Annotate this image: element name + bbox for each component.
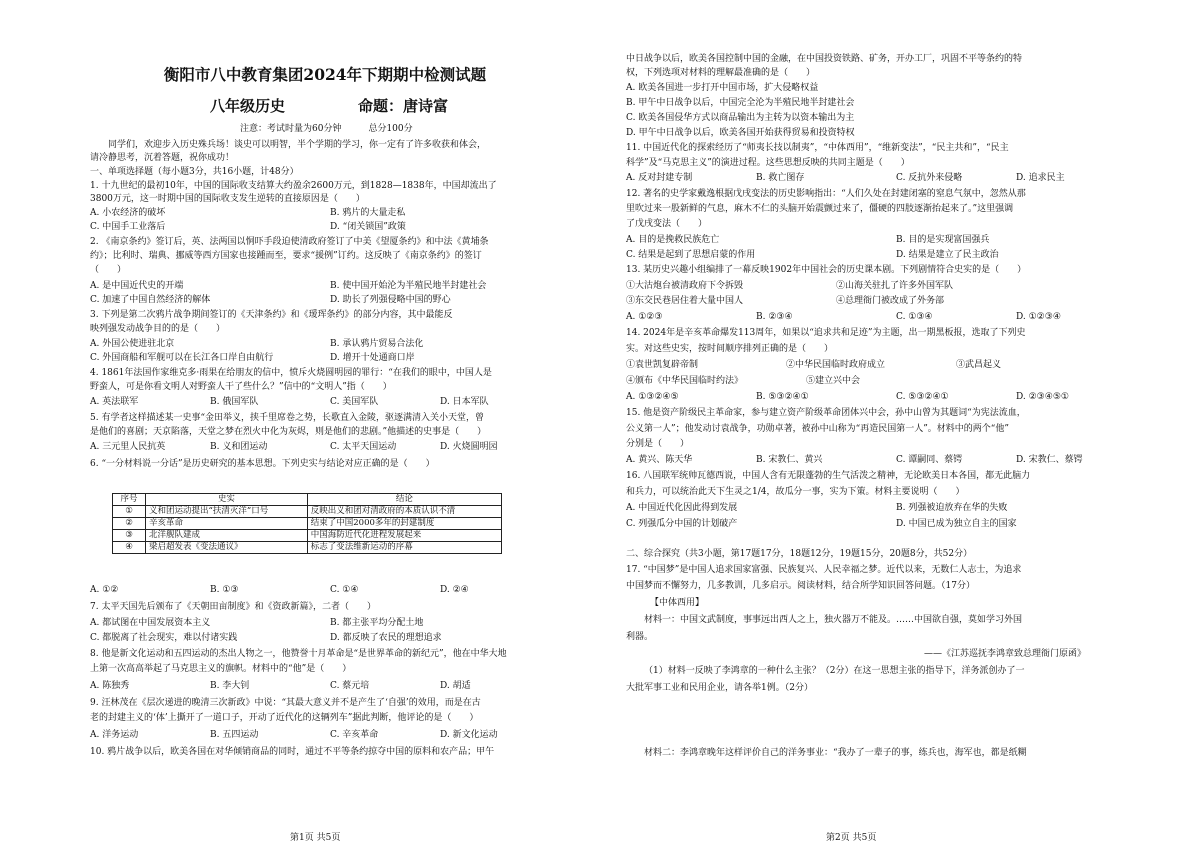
q1-stem: 1. 十九世纪的最初10年，中国的国际收支结算大约盈余2600万元，到1828—1838年，中国却流出了 xyxy=(90,181,497,191)
table-header-conclusion: 结论 xyxy=(307,494,501,506)
table-cell-index: ① xyxy=(113,506,146,518)
q14-item-4: ④颁布《中华民国临时约法》 xyxy=(626,376,744,386)
table-row xyxy=(113,542,502,554)
q12-option-b: B. 目的是实现富国强兵 xyxy=(896,235,990,245)
q3-option-b: B. 承认鸦片贸易合法化 xyxy=(330,339,424,349)
q14-option-b: B. ⑤③②④① xyxy=(756,392,809,402)
table-cell-conclusion: 标志了变法维新运动的序幕 xyxy=(307,542,501,554)
q11-option-d: D. 追求民主 xyxy=(1016,173,1065,183)
q9-option-c: C. 辛亥革命 xyxy=(330,730,379,740)
table-cell-fact: 北洋舰队建成 xyxy=(146,530,308,542)
q7-option-d: D. 都反映了农民的理想追求 xyxy=(330,633,442,643)
q3-option-c: C. 外国商船和军舰可以在长江各口岸自由航行 xyxy=(90,353,274,363)
q10-option-a: A. 欧美各国进一步打开中国市场，扩大侵略权益 xyxy=(626,83,819,93)
q17-question-1-cont: 大批军事工业和民用企业，请各举1例。（2分） xyxy=(626,683,813,693)
q5-option-a: A. 三元里人民抗英 xyxy=(90,442,166,452)
q1-option-d: D. “闭关锁国”政策 xyxy=(330,222,406,232)
q2-option-b: B. 使中国开始沦为半殖民地半封建社会 xyxy=(330,281,487,291)
material-1-cont: 利器。 xyxy=(626,632,654,642)
q13-option-c: C. ①③④ xyxy=(896,312,933,322)
q4-option-c: C. 美国军队 xyxy=(330,397,379,407)
q6-option-b: B. ①③ xyxy=(210,585,239,595)
q8-stem-2: 上第一次高高举起了马克思主义的旗帜。材料中的“他”是（ ） xyxy=(90,664,352,674)
q13-item-2: ②山海关驻扎了许多外国军队 xyxy=(836,281,954,291)
table-row xyxy=(113,530,502,542)
intro-line-1: 同学们，欢迎步入历史殊兵场！谈史可以明智，半个学期的学习，你一定有了许多收获和体会， xyxy=(108,140,487,150)
q6-table xyxy=(112,493,502,554)
q10-stem-cont: 中日战争以后，欧美各国控制中国的金融，在中国投资铁路、矿务，开办工厂，巩固不平等条约的特 xyxy=(626,54,1023,64)
table-row xyxy=(113,518,502,530)
q9-stem-2: 老的封建主义的‘体’上撕开了一道口子，开动了近代化的这辆列车”据此判断，他评论的是（ ） xyxy=(90,713,479,723)
q8-option-a: A. 陈独秀 xyxy=(90,681,130,691)
q11-stem: 11. 中国近代化的探索经历了“师夷长技以制夷”，“中体西用”，“维新变法”，“民主共和”，“民主 xyxy=(626,143,1009,153)
q11-option-b: B. 救亡图存 xyxy=(756,173,805,183)
material-1-source: ——《江苏巡抚李鸿章致总理衙门原函》 xyxy=(924,649,1087,659)
q12-stem: 12. 著名的史学家戴逸根据戊戌变法的历史影响指出：“人们久处在封建闭塞的窒息气氛中，忽然从那 xyxy=(626,189,1026,199)
table-row xyxy=(113,506,502,518)
q8-option-c: C. 蔡元培 xyxy=(330,681,370,691)
q7-stem: 7. 太平天国先后颁布了《天朝田亩制度》和《资政新篇》，二者（ ） xyxy=(90,602,376,612)
q14-option-a: A. ①③②④⑤ xyxy=(626,392,679,402)
q16-option-a: A. 中国近代化因此得到发展 xyxy=(626,503,738,513)
section-1-heading: 一、单项选择题（每小题3分，共16小题，计48分） xyxy=(90,167,299,177)
q5-option-d: D. 火烧圆明园 xyxy=(440,442,498,452)
q6-stem: 6. “一分材料说一分话”是历史研究的基本思想。下列史实与结论对应正确的是（ ） xyxy=(90,459,435,469)
q12-stem-2: 里吹过来一股新鲜的气息，麻木不仁的头脑开始震颤过来了，僵硬的四肢逐渐抬起来了。”这里强调 xyxy=(626,204,1014,214)
q3-stem-2: 映列强发动战争目的的是（ ） xyxy=(90,324,226,334)
q13-option-d: D. ①②③④ xyxy=(1016,312,1061,322)
q13-item-1: ①大沽炮台被清政府下令拆毁 xyxy=(626,281,744,291)
q2-stem: 2. 《南京条约》签订后，英、法两国以恫吓手段迫使清政府签订了中美《望厦条约》和中法《黄埔条 xyxy=(90,237,489,247)
exam-note: 注意：考试时量为60分钟 总分100分 xyxy=(240,124,413,134)
q15-option-b: B. 宋教仁、黄兴 xyxy=(756,455,823,465)
q9-option-a: A. 洋务运动 xyxy=(90,730,139,740)
table-cell-fact: 义和团运动提出“扶清灭洋”口号 xyxy=(146,506,308,518)
q5-stem: 5. 有学者这样描述某一史事“金田举义，挟千里席卷之势，长歌直入金陵，驱逐满清入关小天堂，曾 xyxy=(90,413,485,423)
table-cell-index: ③ xyxy=(113,530,146,542)
q17-stem: 17. “中国梦”是中国人追求国家富强、民族复兴、人民幸福之梦。近代以来，无数仁人志士，为追求 xyxy=(626,565,1022,575)
q13-option-b: B. ②③④ xyxy=(756,312,793,322)
q12-option-a: A. 目的是挽救民族危亡 xyxy=(626,235,720,245)
q3-option-d: D. 增开十处通商口岸 xyxy=(330,353,415,363)
q7-option-a: A. 都试图在中国发展资本主义 xyxy=(90,618,211,628)
table-cell-fact: 梁启超发表《变法通议》 xyxy=(146,542,308,554)
page-number: 第1页 共5页 xyxy=(290,833,341,843)
q6-option-c: C. ①④ xyxy=(330,585,359,595)
table-cell-conclusion: 中国海防近代化进程发展起来 xyxy=(307,530,501,542)
q14-item-3: ③武昌起义 xyxy=(956,360,1002,370)
q5-stem-2: 是他们的喜剧；天京陷落，天堂之梦在烈火中化为灰烬，则是他们的悲剧。”他描述的史事是（ ） xyxy=(90,427,487,437)
q6-option-d: D. ②④ xyxy=(440,585,469,595)
q13-item-3: ③东交民巷居住着大量中国人 xyxy=(626,296,744,306)
q2-option-c: C. 加速了中国自然经济的解体 xyxy=(90,295,211,305)
q3-option-a: A. 外国公使进驻北京 xyxy=(90,339,175,349)
q10-option-b: B. 甲午中日战争以后，中国完全沦为半殖民地半封建社会 xyxy=(626,98,855,108)
q8-option-b: B. 李大钊 xyxy=(210,681,250,691)
q14-stem: 14. 2024年是辛亥革命爆发113周年，如果以“追求共和足迹”为主题，出一期黑板报，选取了下列史 xyxy=(626,328,1026,338)
table-cell-fact: 辛亥革命 xyxy=(146,518,308,530)
material-1: 材料一：中国文武制度，事事远出西人之上，独火器万不能及。……中国欲自强，莫如学习外国 xyxy=(644,615,1023,625)
q15-option-d: D. 宋教仁、蔡锷 xyxy=(1016,455,1083,465)
q4-stem-2: 野蛮人，可是你看文明人对野蛮人干了些什么？”信中的“文明人”指（ ） xyxy=(90,382,392,392)
q10-stem: 10. 鸦片战争以后，欧美各国在对华倾销商品的同时，通过不平等条约掠夺中国的原料和农产品；甲午 xyxy=(90,747,495,757)
intro-line-2: 请冷静思考，沉着答题，祝你成功！ xyxy=(90,153,235,163)
exam-author: 命题：唐诗富 xyxy=(358,97,449,115)
table-cell-index: ④ xyxy=(113,542,146,554)
q1-option-a: A. 小农经济的破坏 xyxy=(90,208,166,218)
q13-item-4: ④总理衙门被改成了外务部 xyxy=(836,296,945,306)
q13-option-a: A. ①②③ xyxy=(626,312,663,322)
q16-option-d: D. 中国已成为独立自主的国家 xyxy=(896,519,1017,529)
q6-table-header xyxy=(113,494,502,506)
q15-stem-2: 公义第一人”；他发动讨袁战争，功勋卓著，被孙中山称为“再造民国第一人”。材料中的两个“他” xyxy=(626,424,1010,434)
q7-option-b: B. 都主张平均分配土地 xyxy=(330,618,424,628)
q10-stem-cont-2: 权，下列选项对材料的理解最准确的是（ ） xyxy=(626,68,816,78)
q10-option-d: D. 甲午中日战争以后，欧美各国开始获得贸易和投资特权 xyxy=(626,128,855,138)
q5-option-c: C. 太平天国运动 xyxy=(330,442,397,452)
q3-stem: 3. 下列是第二次鸦片战争期间签订的《天津条约》和《瑷珲条约》的部分内容，其中最能反 xyxy=(90,310,453,320)
q17-stem-2: 中国梦而不懈努力，几多教训，几多启示。阅读材料，结合所学知识回答问题。（17分） xyxy=(626,581,975,591)
q15-stem: 15. 他是资产阶级民主革命家，参与建立资产阶级革命团体兴中会，孙中山曾为其题词“为宪法流血， xyxy=(626,408,1026,418)
q9-option-b: B. 五四运动 xyxy=(210,730,259,740)
q16-option-c: C. 列强瓜分中国的计划破产 xyxy=(626,519,738,529)
q15-option-c: C. 谭嗣同、蔡锷 xyxy=(896,455,963,465)
q4-option-a: A. 英法联军 xyxy=(90,397,139,407)
q17-subheading: 【中体西用】 xyxy=(650,598,705,608)
exam-title: 衡阳市八中教育集团2024年下期期中检测试题 xyxy=(163,65,487,84)
q1-stem-2: 3800万元，这一时期中国的国际收支发生逆转的直接原因是（ ） xyxy=(90,194,365,204)
material-2: 材料二：李鸿章晚年这样评价自己的洋务事业：“我办了一辈子的事，练兵也，海军也，都是纸糊 xyxy=(644,748,1027,758)
q6-option-a: A. ①② xyxy=(90,585,119,595)
q2-option-d: D. 助长了列强侵略中国的野心 xyxy=(330,295,451,305)
q1-option-c: C. 中国手工业落后 xyxy=(90,222,166,232)
q4-option-d: D. 日本军队 xyxy=(440,397,489,407)
q12-option-d: D. 结果是建立了民主政治 xyxy=(896,250,999,260)
q14-item-2: ②中华民国临时政府成立 xyxy=(786,360,886,370)
q9-stem: 9. 汪林茂在《层次递进的晚清三次新政》中说：“其最大意义并不是产生了‘自强’的效用，而是在古 xyxy=(90,698,481,708)
q14-item-5: ⑤建立兴中会 xyxy=(806,376,861,386)
q4-stem: 4. 1861年法国作家维克多·雨果在给朋友的信中，愤斥火烧圆明园的罪行：“在我们的眼中，中国人是 xyxy=(90,368,492,378)
table-header-index: 序号 xyxy=(113,494,146,506)
q11-option-c: C. 反抗外来侵略 xyxy=(896,173,963,183)
q17-question-1: （1）材料一反映了李鸿章的一种什么主张？（2分）在这一思想主张的指导下，洋务派创办了一 xyxy=(644,666,1025,676)
exam-subject: 八年级历史 xyxy=(210,97,286,115)
table-cell-index: ② xyxy=(113,518,146,530)
section-2-heading: 二、综合探究（共3小题，第17题17分，18题12分，19题15分，20题8分，共52分） xyxy=(626,549,973,559)
q5-option-b: B. 义和团运动 xyxy=(210,442,268,452)
q12-stem-3: 了戊戌变法（ ） xyxy=(626,219,708,229)
q9-option-d: D. 新文化运动 xyxy=(440,730,498,740)
q16-stem: 16. 八国联军统帅瓦德西说，中国人含有无限蓬勃的生气活泼之精神，无论欧美日本各国，都无此脑力 xyxy=(626,471,1031,481)
q8-stem: 8. 他是新文化运动和五四运动的杰出人物之一，他赞誉十月革命是“是世界革命的新纪元”，他在中华大地 xyxy=(90,649,507,659)
q13-stem: 13. 某历史兴趣小组编排了一幕反映1902年中国社会的历史课本剧。下列剧情符合史实的是（ ） xyxy=(626,265,1027,275)
q11-stem-2: 科学”及“马克思主义”的演进过程。这些思想反映的共同主题是（ ） xyxy=(626,158,910,168)
q8-option-d: D. 胡适 xyxy=(440,681,471,691)
q14-option-d: D. ②③④⑤① xyxy=(1016,392,1069,402)
q16-option-b: B. 列强被迫放弃在华的失败 xyxy=(896,503,1008,513)
q14-stem-2: 实。对这些史实，按时间顺序排列正确的是（ ） xyxy=(626,344,834,354)
table-cell-conclusion: 结束了中国2000多年的封建制度 xyxy=(307,518,501,530)
q2-stem-2: 约》；比利时、瑞典、挪威等西方国家也接踵而至，要求“援例”订约。这反映了《南京条约》的签订 xyxy=(90,251,482,261)
q10-option-c: C. 欧美各国侵华方式以商品输出为主转为以资本输出为主 xyxy=(626,113,855,123)
q7-option-c: C. 都脱离了社会现实，难以付诸实践 xyxy=(90,633,238,643)
q11-option-a: A. 反对封建专制 xyxy=(626,173,693,183)
page-2 xyxy=(600,0,1200,849)
table-cell-conclusion: 反映出义和团对清政府的本质认识不清 xyxy=(307,506,501,518)
q4-option-b: B. 俄国军队 xyxy=(210,397,259,407)
q15-option-a: A. 黄兴、陈天华 xyxy=(626,455,693,465)
q14-option-c: C. ⑤③②④① xyxy=(896,392,949,402)
q16-stem-2: 和兵力，可以统治此天下生灵之1/4，故瓜分一事，实为下策。材料主要说明（ ） xyxy=(626,487,965,497)
q14-item-1: ①袁世凯复辟帝制 xyxy=(626,360,699,370)
table-header-fact: 史实 xyxy=(146,494,308,506)
q2-stem-3: （ ） xyxy=(90,265,127,275)
q15-stem-3: 分别是（ ） xyxy=(626,439,690,449)
page-number: 第2页 共5页 xyxy=(826,833,877,843)
q1-option-b: B. 鸦片的大量走私 xyxy=(330,208,406,218)
q12-option-c: C. 结果是起到了思想启蒙的作用 xyxy=(626,250,756,260)
q2-option-a: A. 是中国近代史的开端 xyxy=(90,281,184,291)
